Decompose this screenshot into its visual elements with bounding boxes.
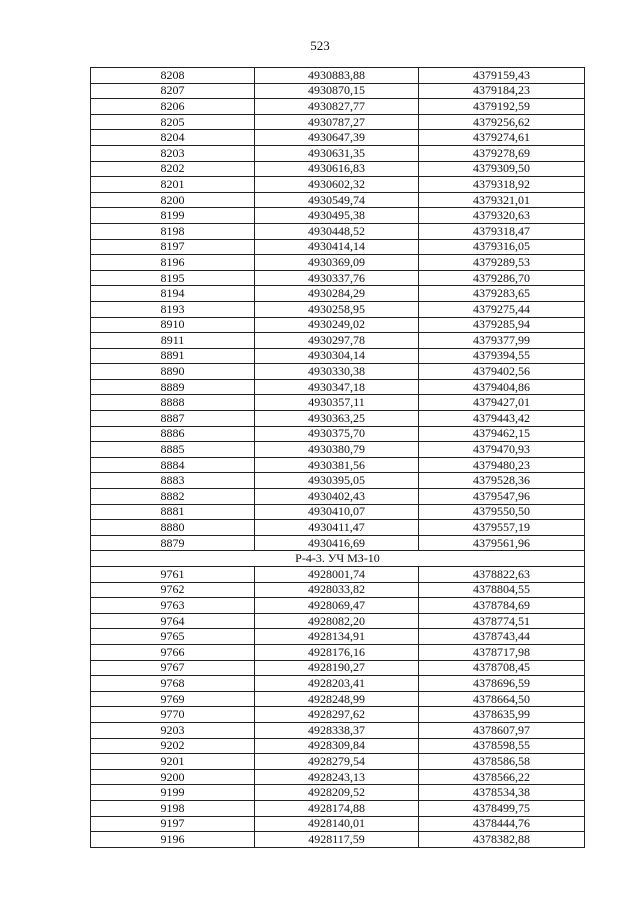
point-number-cell: 9199	[91, 785, 255, 801]
x-coordinate-cell: 4928309,84	[255, 738, 419, 754]
point-number-cell: 8911	[91, 333, 255, 349]
x-coordinate-cell: 4930363,25	[255, 411, 419, 427]
table-row	[91, 473, 585, 489]
y-coordinate-cell: 4378499,75	[419, 800, 585, 816]
table-row	[91, 567, 585, 583]
table-row	[91, 785, 585, 801]
page-number: 523	[310, 38, 330, 53]
point-number-cell: 8207	[91, 83, 255, 99]
table-row	[91, 270, 585, 286]
y-coordinate-cell: 4379192,59	[419, 99, 585, 115]
y-coordinate-cell: 4379443,42	[419, 411, 585, 427]
y-coordinate-cell: 4379184,23	[419, 83, 585, 99]
table-row	[91, 223, 585, 239]
y-coordinate-cell: 4378708,45	[419, 660, 585, 676]
table-row	[91, 301, 585, 317]
section-heading-row	[91, 551, 585, 567]
x-coordinate-cell: 4930395,05	[255, 473, 419, 489]
y-coordinate-cell: 4379256,62	[419, 114, 585, 130]
coordinates-table-body	[91, 68, 585, 848]
table-row	[91, 504, 585, 520]
x-coordinate-cell: 4930357,11	[255, 395, 419, 411]
y-coordinate-cell: 4379320,63	[419, 208, 585, 224]
table-row	[91, 161, 585, 177]
y-coordinate-cell: 4378664,50	[419, 691, 585, 707]
table-row	[91, 239, 585, 255]
table-row	[91, 364, 585, 380]
point-number-cell: 8887	[91, 411, 255, 427]
x-coordinate-cell: 4930347,18	[255, 379, 419, 395]
table-row	[91, 114, 585, 130]
y-coordinate-cell: 4379462,15	[419, 426, 585, 442]
point-number-cell: 8200	[91, 192, 255, 208]
y-coordinate-cell: 4378804,55	[419, 582, 585, 598]
x-coordinate-cell: 4928209,52	[255, 785, 419, 801]
y-coordinate-cell: 4378382,88	[419, 832, 585, 848]
table-row	[91, 255, 585, 271]
y-coordinate-cell: 4378635,99	[419, 707, 585, 723]
coordinates-table	[90, 67, 585, 848]
y-coordinate-cell: 4379285,94	[419, 317, 585, 333]
point-number-cell: 8879	[91, 535, 255, 551]
table-row	[91, 598, 585, 614]
table-row	[91, 800, 585, 816]
table-row	[91, 832, 585, 848]
point-number-cell: 8889	[91, 379, 255, 395]
y-coordinate-cell: 4378444,76	[419, 816, 585, 832]
point-number-cell: 8193	[91, 301, 255, 317]
point-number-cell: 8888	[91, 395, 255, 411]
point-number-cell: 8204	[91, 130, 255, 146]
y-coordinate-cell: 4379427,01	[419, 395, 585, 411]
point-number-cell: 8202	[91, 161, 255, 177]
x-coordinate-cell: 4930647,39	[255, 130, 419, 146]
table-row	[91, 286, 585, 302]
y-coordinate-cell: 4379547,96	[419, 489, 585, 505]
y-coordinate-cell: 4379377,99	[419, 333, 585, 349]
y-coordinate-cell: 4379528,36	[419, 473, 585, 489]
y-coordinate-cell: 4378784,69	[419, 598, 585, 614]
x-coordinate-cell: 4930883,88	[255, 68, 419, 84]
point-number-cell: 9761	[91, 567, 255, 583]
x-coordinate-cell: 4928001,74	[255, 567, 419, 583]
table-row	[91, 130, 585, 146]
y-coordinate-cell: 4378586,58	[419, 754, 585, 770]
y-coordinate-cell: 4379286,70	[419, 270, 585, 286]
x-coordinate-cell: 4930495,38	[255, 208, 419, 224]
y-coordinate-cell: 4379278,69	[419, 145, 585, 161]
x-coordinate-cell: 4930258,95	[255, 301, 419, 317]
y-coordinate-cell: 4378822,63	[419, 567, 585, 583]
y-coordinate-cell: 4379275,44	[419, 301, 585, 317]
x-coordinate-cell: 4930369,09	[255, 255, 419, 271]
y-coordinate-cell: 4379557,19	[419, 520, 585, 536]
table-row	[91, 317, 585, 333]
point-number-cell: 9764	[91, 613, 255, 629]
table-row	[91, 754, 585, 770]
y-coordinate-cell: 4379394,55	[419, 348, 585, 364]
x-coordinate-cell: 4930297,78	[255, 333, 419, 349]
point-number-cell: 9762	[91, 582, 255, 598]
x-coordinate-cell: 4930787,27	[255, 114, 419, 130]
point-number-cell: 8196	[91, 255, 255, 271]
x-coordinate-cell: 4928176,16	[255, 644, 419, 660]
x-coordinate-cell: 4930448,52	[255, 223, 419, 239]
table-row	[91, 426, 585, 442]
x-coordinate-cell: 4930411,47	[255, 520, 419, 536]
point-number-cell: 8206	[91, 99, 255, 115]
y-coordinate-cell: 4378717,98	[419, 644, 585, 660]
point-number-cell: 9201	[91, 754, 255, 770]
y-coordinate-cell: 4379470,93	[419, 442, 585, 458]
point-number-cell: 9770	[91, 707, 255, 723]
point-number-cell: 8884	[91, 457, 255, 473]
y-coordinate-cell: 4378566,22	[419, 769, 585, 785]
y-coordinate-cell: 4379480,23	[419, 457, 585, 473]
point-number-cell: 8881	[91, 504, 255, 520]
y-coordinate-cell: 4379561,96	[419, 535, 585, 551]
x-coordinate-cell: 4930375,70	[255, 426, 419, 442]
table-row	[91, 177, 585, 193]
point-number-cell: 8880	[91, 520, 255, 536]
table-row	[91, 145, 585, 161]
y-coordinate-cell: 4379274,61	[419, 130, 585, 146]
point-number-cell: 9200	[91, 769, 255, 785]
section-heading: Р-4-3. УЧ МЗ-10	[91, 551, 585, 567]
table-row	[91, 379, 585, 395]
x-coordinate-cell: 4930304,14	[255, 348, 419, 364]
x-coordinate-cell: 4928243,13	[255, 769, 419, 785]
x-coordinate-cell: 4928140,01	[255, 816, 419, 832]
table-row	[91, 644, 585, 660]
y-coordinate-cell: 4378598,55	[419, 738, 585, 754]
x-coordinate-cell: 4928082,20	[255, 613, 419, 629]
x-coordinate-cell: 4928134,91	[255, 629, 419, 645]
point-number-cell: 9763	[91, 598, 255, 614]
point-number-cell: 8198	[91, 223, 255, 239]
point-number-cell: 8205	[91, 114, 255, 130]
x-coordinate-cell: 4928190,27	[255, 660, 419, 676]
x-coordinate-cell: 4930402,43	[255, 489, 419, 505]
y-coordinate-cell: 4378696,59	[419, 676, 585, 692]
table-row	[91, 691, 585, 707]
point-number-cell: 8883	[91, 473, 255, 489]
x-coordinate-cell: 4930381,56	[255, 457, 419, 473]
table-row	[91, 722, 585, 738]
y-coordinate-cell: 4379550,50	[419, 504, 585, 520]
y-coordinate-cell: 4379159,43	[419, 68, 585, 84]
point-number-cell: 9196	[91, 832, 255, 848]
table-row	[91, 738, 585, 754]
table-row	[91, 68, 585, 84]
table-row	[91, 676, 585, 692]
point-number-cell: 8197	[91, 239, 255, 255]
table-row	[91, 535, 585, 551]
point-number-cell: 8886	[91, 426, 255, 442]
y-coordinate-cell: 4379316,05	[419, 239, 585, 255]
table-row	[91, 348, 585, 364]
point-number-cell: 9765	[91, 629, 255, 645]
table-row	[91, 83, 585, 99]
point-number-cell: 8195	[91, 270, 255, 286]
table-row	[91, 582, 585, 598]
point-number-cell: 9767	[91, 660, 255, 676]
table-row	[91, 208, 585, 224]
table-row	[91, 660, 585, 676]
table-row	[91, 99, 585, 115]
table-row	[91, 816, 585, 832]
y-coordinate-cell: 4379289,53	[419, 255, 585, 271]
table-row	[91, 520, 585, 536]
x-coordinate-cell: 4930380,79	[255, 442, 419, 458]
point-number-cell: 8199	[91, 208, 255, 224]
table-row	[91, 769, 585, 785]
point-number-cell: 9769	[91, 691, 255, 707]
y-coordinate-cell: 4378774,51	[419, 613, 585, 629]
x-coordinate-cell: 4928297,62	[255, 707, 419, 723]
x-coordinate-cell: 4928174,88	[255, 800, 419, 816]
x-coordinate-cell: 4928117,59	[255, 832, 419, 848]
point-number-cell: 9198	[91, 800, 255, 816]
table-row	[91, 489, 585, 505]
y-coordinate-cell: 4379404,86	[419, 379, 585, 395]
x-coordinate-cell: 4928069,47	[255, 598, 419, 614]
y-coordinate-cell: 4379321,01	[419, 192, 585, 208]
y-coordinate-cell: 4378743,44	[419, 629, 585, 645]
y-coordinate-cell: 4378607,97	[419, 722, 585, 738]
table-row	[91, 442, 585, 458]
x-coordinate-cell: 4928033,82	[255, 582, 419, 598]
point-number-cell: 8203	[91, 145, 255, 161]
x-coordinate-cell: 4928338,37	[255, 722, 419, 738]
x-coordinate-cell: 4930870,15	[255, 83, 419, 99]
x-coordinate-cell: 4930416,69	[255, 535, 419, 551]
table-row	[91, 707, 585, 723]
point-number-cell: 9766	[91, 644, 255, 660]
x-coordinate-cell: 4930616,83	[255, 161, 419, 177]
y-coordinate-cell: 4379318,47	[419, 223, 585, 239]
x-coordinate-cell: 4928279,54	[255, 754, 419, 770]
point-number-cell: 8910	[91, 317, 255, 333]
x-coordinate-cell: 4928248,99	[255, 691, 419, 707]
x-coordinate-cell: 4930284,29	[255, 286, 419, 302]
y-coordinate-cell: 4379283,65	[419, 286, 585, 302]
point-number-cell: 8890	[91, 364, 255, 380]
x-coordinate-cell: 4930549,74	[255, 192, 419, 208]
x-coordinate-cell: 4930414,14	[255, 239, 419, 255]
y-coordinate-cell: 4379318,92	[419, 177, 585, 193]
point-number-cell: 9203	[91, 722, 255, 738]
x-coordinate-cell: 4930249,02	[255, 317, 419, 333]
table-row	[91, 411, 585, 427]
x-coordinate-cell: 4928203,41	[255, 676, 419, 692]
point-number-cell: 8882	[91, 489, 255, 505]
x-coordinate-cell: 4930337,76	[255, 270, 419, 286]
x-coordinate-cell: 4930827,77	[255, 99, 419, 115]
point-number-cell: 9202	[91, 738, 255, 754]
point-number-cell: 8208	[91, 68, 255, 84]
point-number-cell: 9197	[91, 816, 255, 832]
y-coordinate-cell: 4379402,56	[419, 364, 585, 380]
x-coordinate-cell: 4930410,07	[255, 504, 419, 520]
table-row	[91, 333, 585, 349]
table-row	[91, 395, 585, 411]
x-coordinate-cell: 4930330,38	[255, 364, 419, 380]
x-coordinate-cell: 4930631,35	[255, 145, 419, 161]
point-number-cell: 8201	[91, 177, 255, 193]
y-coordinate-cell: 4379309,50	[419, 161, 585, 177]
point-number-cell: 8885	[91, 442, 255, 458]
table-row	[91, 457, 585, 473]
point-number-cell: 9768	[91, 676, 255, 692]
table-row	[91, 629, 585, 645]
x-coordinate-cell: 4930602,32	[255, 177, 419, 193]
table-row	[91, 613, 585, 629]
point-number-cell: 8194	[91, 286, 255, 302]
table-row	[91, 192, 585, 208]
y-coordinate-cell: 4378534,38	[419, 785, 585, 801]
point-number-cell: 8891	[91, 348, 255, 364]
